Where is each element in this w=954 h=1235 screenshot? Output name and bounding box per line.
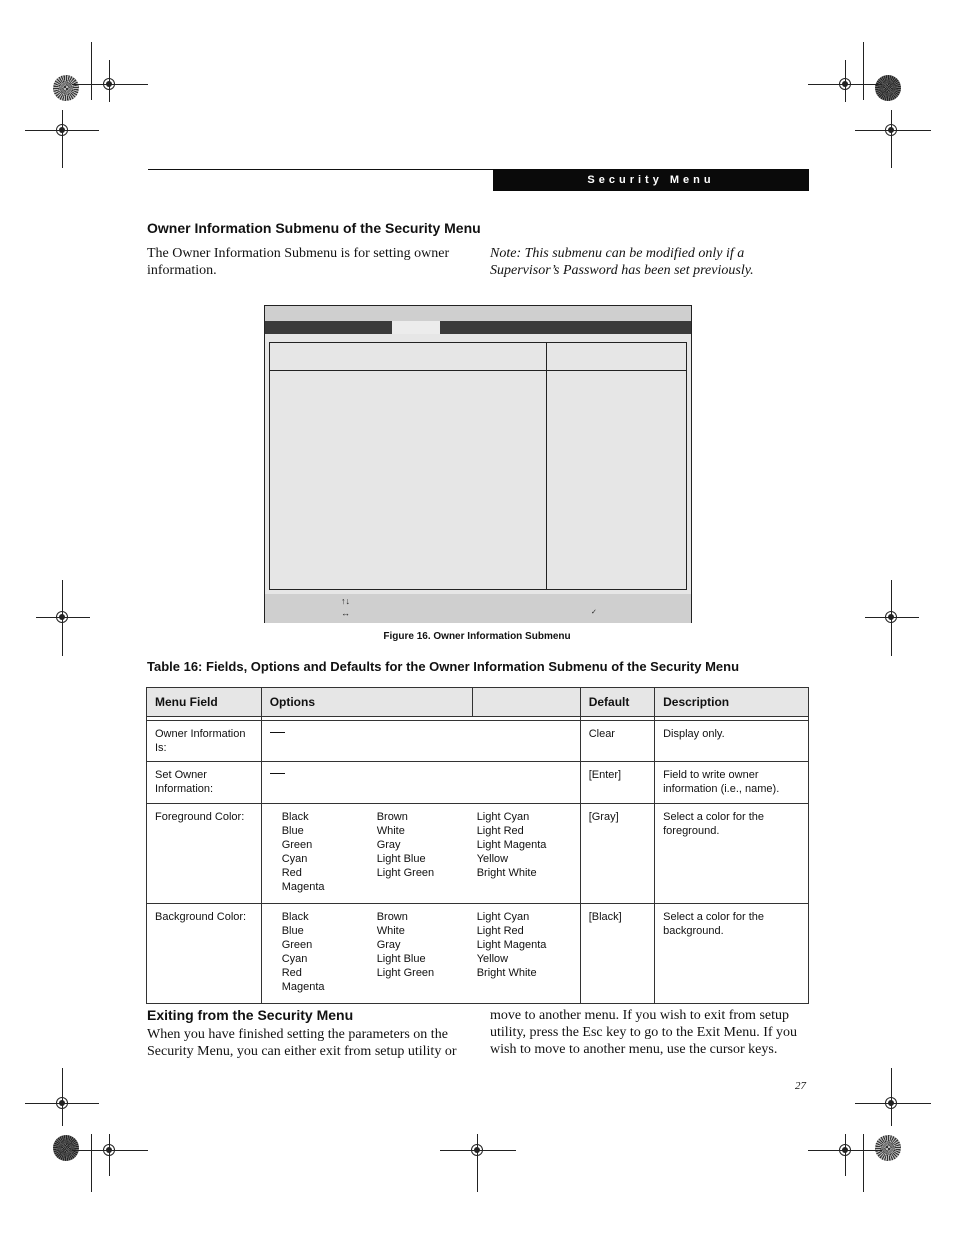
color-option: Gray <box>376 839 401 851</box>
bios-active-tab <box>392 321 440 334</box>
option-column <box>282 810 377 894</box>
color-option: Light Magenta <box>476 939 547 951</box>
color-option: Light Green <box>376 867 435 879</box>
updown-arrow-icon: ↑↓ <box>341 596 350 606</box>
color-option: Red <box>281 967 302 979</box>
color-option: Brown <box>376 811 408 823</box>
color-option: Light Magenta <box>476 839 547 851</box>
figure-caption: Figure 16. Owner Information Submenu <box>383 631 571 642</box>
color-option: Cyan <box>281 953 308 965</box>
table-row <box>147 904 809 1004</box>
table-row <box>147 804 809 904</box>
option-column <box>477 910 572 994</box>
color-option: Yellow <box>476 853 509 865</box>
table-title: Table 16: Fields, Options and Defaults for the Owner Information Submenu of the Security Menu <box>147 659 740 674</box>
dash-mark <box>270 773 285 774</box>
intro-paragraph: The Owner Information Submenu is for setting owner information. <box>147 246 450 278</box>
color-option: Bright White <box>476 867 537 879</box>
column-header: Options <box>261 688 472 717</box>
section-title: Exiting from the Security Menu <box>147 1007 354 1023</box>
bios-help-divider <box>546 343 547 589</box>
registration-star-icon <box>875 75 901 101</box>
default-cell: [Enter] <box>580 762 654 804</box>
color-option: White <box>376 825 405 837</box>
color-option: Yellow <box>476 953 509 965</box>
description-cell: Field to write owner information (i.e., name). <box>655 762 809 804</box>
leftright-arrow-icon: ↔ <box>341 608 350 618</box>
column-header: Description <box>655 688 809 717</box>
color-option: Green <box>281 839 313 851</box>
field-cell: Set Owner Information: <box>147 762 262 804</box>
options-cell <box>261 762 580 804</box>
dash-mark <box>270 732 285 733</box>
table-header-row <box>147 688 809 717</box>
description-cell: Display only. <box>655 721 809 762</box>
check-icon: ✓ <box>591 609 597 616</box>
color-option: Light Blue <box>376 853 426 865</box>
color-option: Red <box>281 867 302 879</box>
options-cell <box>261 721 580 762</box>
page-number: 27 <box>795 1080 806 1092</box>
default-cell: [Gray] <box>580 804 654 904</box>
bios-title-band <box>265 306 691 321</box>
color-option: Brown <box>376 911 408 923</box>
header-rule <box>148 169 493 170</box>
description-cell: Select a color for the foreground. <box>655 804 809 904</box>
registration-star-icon <box>53 75 79 101</box>
color-option: Magenta <box>281 981 325 993</box>
default-cell: [Black] <box>580 904 654 1004</box>
registration-star-icon <box>53 1135 79 1161</box>
color-options <box>270 910 572 994</box>
option-column <box>282 910 377 994</box>
color-option: Black <box>281 811 309 823</box>
color-option: Black <box>281 911 309 923</box>
color-option: White <box>376 925 405 937</box>
options-table <box>146 687 809 1004</box>
column-header: Menu Field <box>147 688 262 717</box>
table-row <box>147 762 809 804</box>
table-row <box>147 721 809 762</box>
color-option: Light Blue <box>376 953 426 965</box>
color-option: Green <box>281 939 313 951</box>
field-cell: Foreground Color: <box>147 804 262 904</box>
color-option: Light Red <box>476 925 524 937</box>
option-column <box>377 910 477 994</box>
color-option: Light Cyan <box>476 911 530 923</box>
color-option: Cyan <box>281 853 308 865</box>
color-option: Blue <box>281 825 304 837</box>
bios-main-panel <box>269 342 687 590</box>
color-option: Light Cyan <box>476 811 530 823</box>
color-option: Magenta <box>281 881 325 893</box>
color-option: Light Green <box>376 967 435 979</box>
options-cell <box>261 804 580 904</box>
bios-menu-bar <box>265 321 691 334</box>
options-cell <box>261 904 580 1004</box>
description-cell: Select a color for the background. <box>655 904 809 1004</box>
bios-panel-header-line <box>270 370 686 371</box>
field-cell: Background Color: <box>147 904 262 1004</box>
exit-paragraph-left: When you have finished setting the parameters on the Security Menu, you can either exit from setup utility or <box>147 1027 457 1059</box>
color-option: Gray <box>376 939 401 951</box>
color-option: Light Red <box>476 825 524 837</box>
note-paragraph: Note: This submenu can be modified only if a Supervisor’s Password has been set previously. <box>490 246 754 278</box>
option-column <box>377 810 477 894</box>
exit-paragraph-right: move to another menu. If you wish to exit from setup utility, press the Esc key to go to the Exit Menu. If you wish to move to another menu, use the cursor keys. <box>490 1008 798 1057</box>
field-cell: Owner Information Is: <box>147 721 262 762</box>
color-options <box>270 810 572 894</box>
column-header: Default <box>580 688 654 717</box>
bios-screenshot-figure <box>264 305 692 623</box>
running-header: Security Menu <box>493 169 809 191</box>
registration-star-icon <box>875 1135 901 1161</box>
column-header <box>472 688 580 717</box>
color-option: Blue <box>281 925 304 937</box>
default-cell: Clear <box>580 721 654 762</box>
color-option: Bright White <box>476 967 537 979</box>
option-column <box>477 810 572 894</box>
bios-key-legend <box>265 594 691 623</box>
section-title: Owner Information Submenu of the Security Menu <box>147 220 481 236</box>
